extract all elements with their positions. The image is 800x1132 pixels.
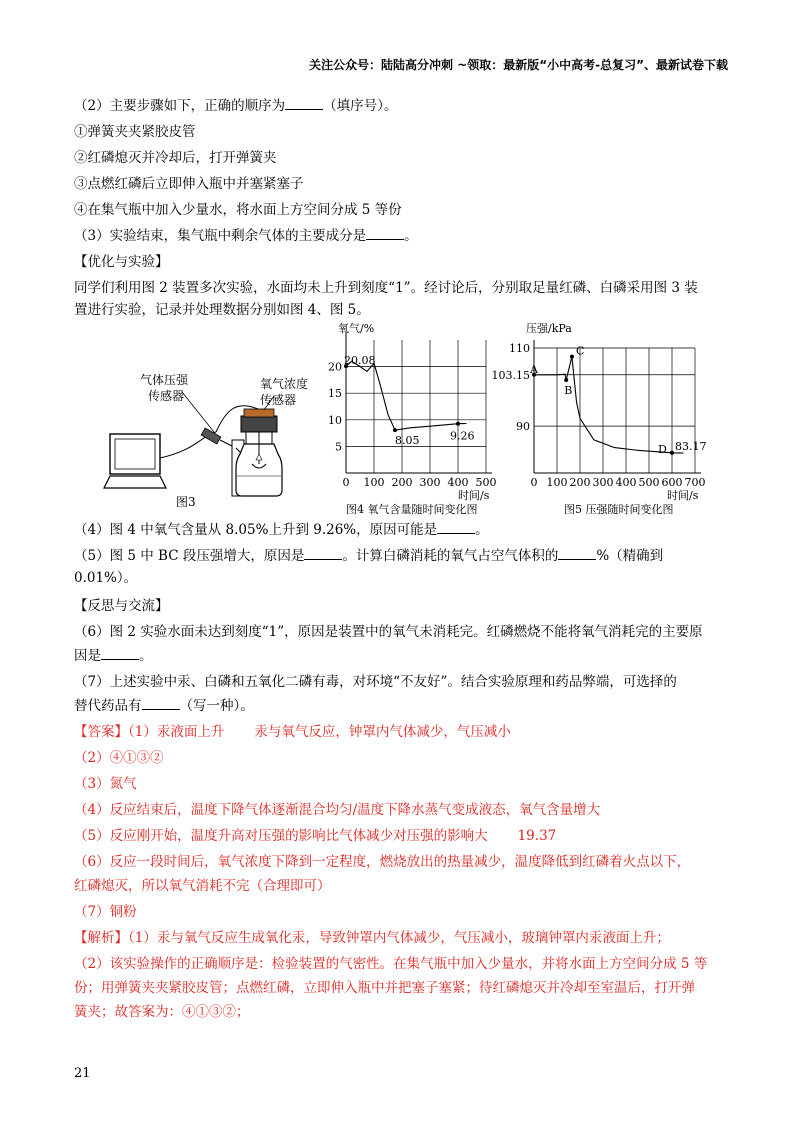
explanation-2-line-2: 份；用弹簧夹夹紧胶皮管；点燃红磷，立即伸入瓶中并把塞子塞紧；待红磷熄灭并冷却至室温后，打开弹 xyxy=(74,980,695,996)
explanation-label: 【解析】 xyxy=(74,930,128,946)
figure-3-apparatus xyxy=(96,340,312,510)
answer-6-line-2: 红磷熄灭，所以氧气消耗不完（合理即可） xyxy=(74,878,331,894)
label-oxygen-2: 传感器 xyxy=(260,393,297,407)
answer-4: （4）反应结束后，温度下降气体逐渐混合均匀/温度下降水蒸气变成液态，氧气含量增大 xyxy=(74,802,601,818)
question-2-line xyxy=(74,96,397,116)
x-tick-label: 500 xyxy=(475,476,497,489)
y-axis-label: 压强/kPa xyxy=(526,322,572,335)
data-label: 83.17 xyxy=(675,439,707,453)
y-tick-label: 110 xyxy=(509,342,530,355)
text: 。 xyxy=(404,228,418,244)
x-tick-label: 400 xyxy=(615,476,637,489)
answer-label: 【答案】 xyxy=(74,724,128,740)
data-label: 9.26 xyxy=(450,429,475,443)
x-tick-label: 700 xyxy=(684,476,706,489)
step-1: ①弹簧夹夹紧胶皮管 xyxy=(74,124,196,140)
y-tick-label: 90 xyxy=(516,420,530,434)
page-header: 关注公众号：陆陆高分冲刺 ~领取：最新版“小中高考-总复习”、最新试卷下载 xyxy=(309,58,728,72)
text: （5）反应刚开始，温度升高对压强的影响比气体减少对压强的影响大 xyxy=(74,828,488,844)
text: 。计算白磷消耗的氧气占空气体积的 xyxy=(342,548,559,564)
x-tick-label: 300 xyxy=(592,476,614,489)
text: 。 xyxy=(139,648,153,664)
x-tick-label: 200 xyxy=(569,476,591,489)
x-tick-label: 300 xyxy=(419,476,441,489)
text: （1）汞液面上升 xyxy=(128,724,225,740)
question-5-line xyxy=(74,546,663,566)
paragraph-line: 置进行实验，记录并处理数据分别如图 4、图 5。 xyxy=(74,302,370,318)
answer-blank xyxy=(437,521,475,534)
label-pressure-2: 传感器 xyxy=(148,389,185,403)
page-number: 21 xyxy=(74,1066,91,1081)
x-tick-label: 100 xyxy=(363,476,385,489)
y-tick-label: 20 xyxy=(328,360,342,374)
explanation-1 xyxy=(74,928,670,948)
answer-blank xyxy=(142,697,180,710)
y-tick-label: 15 xyxy=(328,387,342,401)
y-tick-label: 103.15 xyxy=(491,368,530,382)
data-point xyxy=(456,422,460,426)
step-2: ②红磷熄灭并冷却后，打开弹簧夹 xyxy=(74,150,277,166)
x-tick-label: 0 xyxy=(342,476,350,489)
answer-7: （7）铜粉 xyxy=(74,904,137,920)
text: （2）主要步骤如下，正确的顺序为 xyxy=(74,98,286,114)
data-point xyxy=(393,428,397,432)
series-line xyxy=(534,357,684,454)
x-tick-label: 500 xyxy=(638,476,660,489)
answer-blank xyxy=(101,647,139,660)
question-7-line-2 xyxy=(74,696,254,716)
text: 因是 xyxy=(74,648,101,664)
data-label: C xyxy=(575,344,585,358)
y-tick-label: 5 xyxy=(335,440,342,454)
question-7-line: （7）上述实验中汞、白磷和五氧化二磷有毒，对环境“不友好”。结合实验原理和药品弊端，可选择的 xyxy=(74,674,677,690)
answer-blank xyxy=(285,97,323,110)
answer-6: （6）反应一段时间后，氧气浓度下降到一定程度，燃烧放出的热量减少，温度降低到红磷着火点以下， xyxy=(74,854,691,870)
section-heading-reflect: 【反思与交流】 xyxy=(74,598,169,614)
data-label: A xyxy=(530,362,538,376)
step-3: ③点燃红磷后立即伸入瓶中并塞紧塞子 xyxy=(74,176,304,192)
data-label: 8.05 xyxy=(395,434,420,448)
x-tick-label: 0 xyxy=(530,476,538,489)
text: （4）图 4 中氧气含量从 8.05%上升到 9.26%，原因可能是 xyxy=(74,522,438,538)
answer-5 xyxy=(74,826,556,846)
figure-3-caption: 图3 xyxy=(176,495,196,509)
explanation-2: （2）该实验操作的正确顺序是：检验装置的气密性。在集气瓶中加入少量水，并将水面上方空间分成 5 等 xyxy=(74,956,708,972)
label-oxygen-1: 氧气浓度 xyxy=(260,377,309,391)
step-4: ④在集气瓶中加入少量水，将水面上方空间分成 5 等份 xyxy=(74,202,402,218)
text: 。 xyxy=(475,522,489,538)
text: （写一种）。 xyxy=(179,698,254,714)
data-label: 20.08 xyxy=(344,354,376,368)
answer-3: （3）氮气 xyxy=(74,776,137,792)
answer-blank xyxy=(366,227,404,240)
question-6-line: （6）图 2 实验水面未达到刻度“1”，原因是装置中的氧气未消耗完。红磷燃烧不能将氧气消耗完的主要原 xyxy=(74,624,703,640)
figure-caption: 图4 氧气含量随时间变化图 xyxy=(346,503,478,516)
text: %（精确到 xyxy=(596,548,664,564)
text: （填序号）。 xyxy=(323,98,398,114)
question-3-line xyxy=(74,226,418,246)
text: 19.37 xyxy=(517,828,557,844)
x-tick-label: 600 xyxy=(661,476,683,489)
figure-caption: 图5 压强随时间变化图 xyxy=(564,503,674,516)
data-point xyxy=(570,355,574,359)
x-tick-label: 400 xyxy=(447,476,469,489)
figure-4-chart xyxy=(316,318,506,518)
data-label: D xyxy=(658,442,667,456)
text: （5）图 5 中 BC 段压强增大，原因是 xyxy=(74,548,305,564)
text: （3）实验结束，集气瓶中剩余气体的主要成分是 xyxy=(74,228,367,244)
x-tick-label: 200 xyxy=(391,476,413,489)
y-axis-label: 氧气/% xyxy=(338,322,375,335)
data-point xyxy=(564,378,568,382)
text: 汞与氧气反应，钟罩内气体减少，气压减小 xyxy=(254,724,511,740)
answer-blank xyxy=(558,547,596,560)
data-label: B xyxy=(564,384,573,398)
x-axis-label: 时间/s xyxy=(458,489,490,502)
answer-blank xyxy=(304,547,342,560)
label-pressure-1: 气体压强 xyxy=(140,373,189,387)
section-heading-optimize: 【优化与实验】 xyxy=(74,254,169,270)
data-point xyxy=(670,451,674,455)
paragraph-line: 同学们利用图 2 装置多次实验，水面均未上升到刻度“1”。经讨论后，分别取足量红磷、白磷采用图 3 装 xyxy=(74,280,698,296)
answer-1 xyxy=(74,722,511,742)
x-axis-label: 时间/s xyxy=(667,489,699,502)
text: 替代药品有 xyxy=(74,698,142,714)
figure-5-chart xyxy=(491,318,714,518)
question-6-line-2 xyxy=(74,646,153,666)
question-5-line-2: 0.01%）。 xyxy=(74,570,138,586)
question-4-line xyxy=(74,520,489,540)
x-tick-label: 100 xyxy=(546,476,568,489)
explanation-2-line-3: 簧夹；故答案为：④①③②； xyxy=(74,1004,250,1020)
text: （1）汞与氧气反应生成氧化汞，导致钟罩内气体减少，气压减小，玻璃钟罩内汞液面上升； xyxy=(128,930,670,946)
y-tick-label: 10 xyxy=(328,413,342,427)
answer-2: （2）④①③② xyxy=(74,750,164,766)
